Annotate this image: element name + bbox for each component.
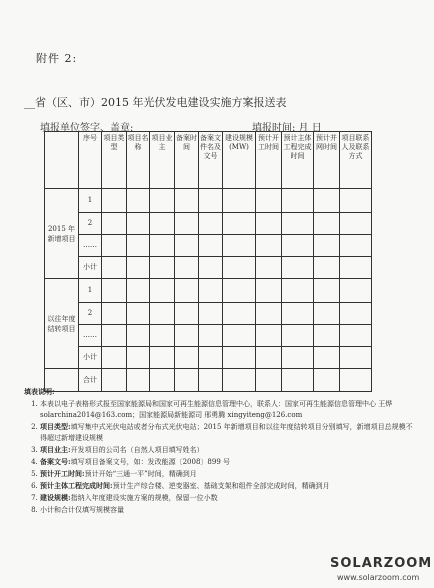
row-number: 2: [79, 303, 102, 325]
row-number: 2: [79, 213, 102, 235]
header-cell: 备案时间: [175, 132, 199, 189]
row-number: ……: [79, 325, 102, 347]
total-label: 合计: [79, 369, 102, 392]
row-number: 1: [79, 279, 102, 303]
header-cell: 预计主体工程完成时间: [282, 132, 314, 189]
row-number: 1: [79, 189, 102, 213]
attachment-label: 附件 2:: [36, 52, 78, 65]
instructions-heading: 填表说明:: [24, 387, 55, 396]
instruction-item: 1. 本表以电子表格形式报至国家能源局和国家可再生能源信息管理中心，联系人：国家可再生能源信息管理中心 王烨 solarchina2014@163.com；国家能源局新能源司 邢勇腾 xingyiteng@126.com: [40, 398, 414, 421]
instruction-item: 4. 备案文号:填写项目备案文号，如：发改能源〔2008〕899 号: [40, 456, 414, 468]
instruction-item: 8. 小计和合计仅填写规模容量: [40, 504, 414, 516]
group-label-carryover: 以往年度结转项目: [45, 279, 79, 369]
table-row: [45, 213, 372, 235]
subtotal-label: 小计: [79, 347, 102, 369]
table-row: [45, 303, 372, 325]
table-row: [45, 257, 372, 279]
header-cell: 预计并网时间: [314, 132, 340, 189]
subtotal-label: 小计: [79, 257, 102, 279]
table-row: [45, 235, 372, 257]
header-cell: 建设规模(MW): [223, 132, 256, 189]
watermark-url: www.solarzoom.com: [337, 573, 420, 582]
filler-unit-label: 填报单位签字、盖章:: [40, 123, 134, 134]
header-cell: 序号: [79, 132, 102, 189]
header-cell: 项目类型: [102, 132, 127, 189]
table-row: [45, 189, 372, 213]
instruction-item: 7. 建设规模:指纳入年度建设实施方案的规模，保留一位小数: [40, 492, 414, 504]
instruction-item: 5. 预计开工时间:预计开始“三通一平”时间，精确到月: [40, 468, 414, 480]
filling-instructions: [24, 386, 414, 516]
group-label-new: 2015 年新增项目: [45, 189, 79, 279]
table-row: [45, 347, 372, 369]
instruction-item: 2. 项目类型:填写集中式光伏电站或者分布式光伏电站；2015 年新增项目和以往年度结转项目分别填写，新增项目总规模不得超过新增建设规模: [40, 421, 414, 444]
header-cell: 预计开工时间: [256, 132, 282, 189]
table-header-row: [45, 132, 372, 189]
header-cell: 项目联系人及联系方式: [340, 132, 372, 189]
table-row: [45, 325, 372, 347]
instruction-item: 6. 预计主体工程完成时间:预计生产综合楼、逆变器室、基础支架和组件全部完成时间，精确到月: [40, 480, 414, 492]
header-cell: 项目名称: [127, 132, 150, 189]
row-number: ……: [79, 235, 102, 257]
page-title: __省（区、市）2015 年光伏发电建设实施方案报送表: [24, 96, 287, 109]
instruction-item: 3. 项目业主:开发项目的公司名（自然人项目填写姓名）: [40, 444, 414, 456]
header-cell: 项目业主: [150, 132, 175, 189]
header-blank: [45, 132, 79, 189]
fill-date-label: 填报时间: 月 日: [252, 123, 322, 134]
table-row: [45, 279, 372, 303]
solarzoom-logo: SOLARZOOM: [330, 556, 433, 571]
header-cell: 备案文件名及文号: [199, 132, 223, 189]
report-table: [44, 131, 372, 392]
